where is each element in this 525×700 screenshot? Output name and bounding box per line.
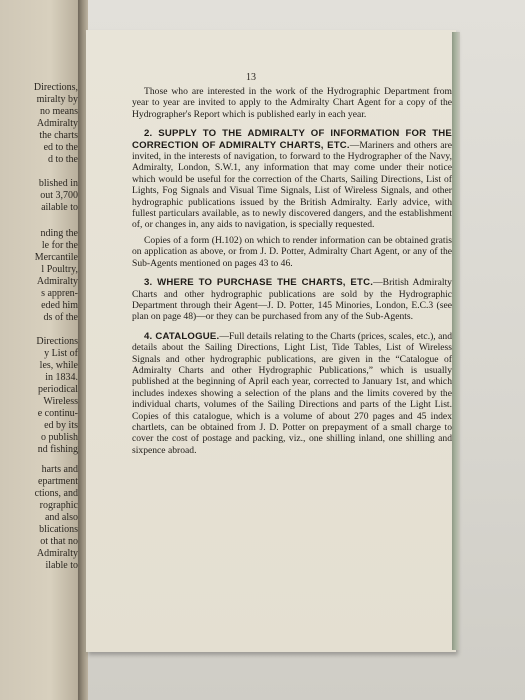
section-paragraph — [132, 331, 452, 456]
page-edge — [452, 32, 460, 650]
left-page-text-line: ed by its — [44, 420, 78, 431]
left-page-text-line: Wireless — [43, 396, 78, 407]
section-heading: 4. CATALOGUE. — [144, 330, 220, 342]
section-body: —Full details relating to the Charts (prices, scales, etc.), and details about the Sailing Directions, Light List, Tide Tables, List of Wireless Signals and other hydrographic publications, are given in the “Catalogue of Admiralty Charts and other Hydrographic Publications,” which is usually published at the beginning of April each year, corrected to January 1st, and which includes indexes showing a selection of the plans and the limits covered by the individual charts, volumes of the Sailing Directions and parts of the Light List. Copies of this catalogue, which is a volume of about 270 pages and 45 index chartlets, can be obtained from J. D. Potter on prepayment of a small charge to cover the cost of postage and packing, viz., one shilling inland, one shilling and sixpence abroad. — [132, 330, 452, 456]
left-page-text-line: e continu- — [37, 408, 78, 419]
left-page-text-line: harts and — [41, 464, 78, 475]
left-page-text-line: miralty by — [36, 94, 78, 105]
left-page-text-line: Directions, — [33, 82, 78, 93]
left-page-text-line: le for the — [41, 240, 78, 251]
left-page-text-line: blished in — [38, 178, 78, 189]
section-catalogue — [132, 331, 452, 456]
left-page-text-line: Directions — [36, 336, 78, 347]
left-page-text-line: ds of the — [43, 312, 78, 323]
left-page-text-line: ilable to — [45, 560, 78, 571]
left-page-text-line: nding the — [40, 228, 78, 239]
left-page-text-line: Admiralty — [36, 548, 78, 559]
section-paragraph — [132, 128, 452, 231]
left-page-text-line: ctions, and — [34, 488, 78, 499]
intro-paragraph: Those who are interested in the work of the Hydrographic Department from year to year are invited to apply to the Admiralty Chart Agent for a copy of the Hydrographer's Report which is published early in each year. — [132, 86, 452, 120]
section-heading: 2. SUPPLY TO THE ADMIRALTY OF INFORMATION FOR THE CORRECTION OF ADMIRALTY CHARTS, ETC. — [132, 128, 452, 151]
left-page-text-line: l Poultry, — [41, 264, 78, 275]
left-page-text-line: d to the — [48, 154, 78, 165]
left-page-text-line: Admiralty — [36, 118, 78, 129]
left-page — [0, 0, 84, 700]
left-page-text-line: rographic — [39, 500, 78, 511]
left-page-text-line: epartment — [38, 476, 78, 487]
left-page-text-line: periodical — [38, 384, 78, 395]
left-page-text-line: s appren- — [41, 288, 78, 299]
left-page-text-line: nd fishing — [37, 444, 78, 455]
left-page-text-line: y List of — [44, 348, 78, 359]
left-page-text-line: blications — [39, 524, 78, 535]
left-page-text-line: the charts — [39, 130, 78, 141]
section-purchase — [132, 277, 452, 323]
section-paragraph — [132, 277, 452, 323]
left-page-text-line: in 1834. — [45, 372, 78, 383]
left-page-text-line: ot that no — [40, 536, 78, 547]
section-body: —British Admiralty Charts and other hydrographic publications are sold by the Hydrographic Department through their Agent—J. D. Potter, 145 Minories, London, E.C.3 (see plan on page 48)—or they can be purchased from any of the Sub-Agents. — [132, 277, 452, 323]
left-page-text-line: and also — [44, 512, 78, 523]
left-page-text-line: Admiralty — [36, 276, 78, 287]
left-page-text-line: Mercantile — [34, 252, 78, 263]
left-page-text-line: no means — [39, 106, 78, 117]
left-page-text-line: o publish — [41, 432, 78, 443]
section-supply — [132, 128, 452, 269]
left-page-text-line: ailable to — [41, 202, 78, 213]
page-text — [132, 86, 452, 460]
left-page-text-line: out 3,700 — [40, 190, 78, 201]
left-page-text-line: ed to the — [43, 142, 78, 153]
left-page-text-line: eded him — [41, 300, 78, 311]
left-page-text-line: les, while — [39, 360, 78, 371]
section-body: —Mariners and others are invited, in the interests of navigation, to forward to the Hydrographer of the Navy, Admiralty, London, S.W.1, any information that may come under their notice which would be useful for the correction of the Charts, Sailing Directions, List of Lights, Fog Signals and Visual Time Signals, List of Wireless Signals, and other hydrographic publications issued by the British Admiralty. Early advice, with fullest particulars available, as to newly discovered dangers, and the establishment of, or changes in, any aids to navigation, is specially requested. — [132, 139, 452, 231]
page-number: 13 — [246, 72, 256, 83]
section-heading: 3. WHERE TO PURCHASE THE CHARTS, ETC. — [144, 277, 374, 289]
section-paragraph: Copies of a form (H.102) on which to render information can be obtained gratis on application as above, or from J. D. Potter, Admiralty Chart Agent, or any of the Sub-Agents mentioned on pages 43 to 46. — [132, 234, 452, 269]
